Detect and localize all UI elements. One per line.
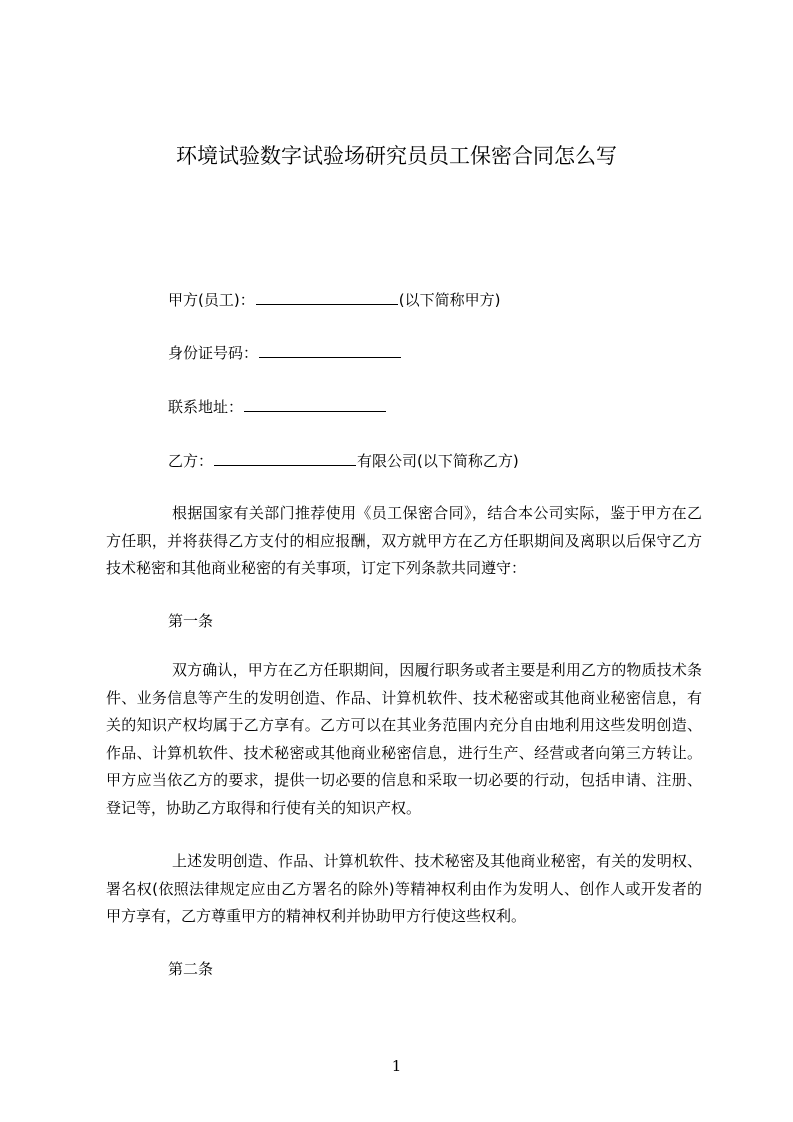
party-b-label: 乙方：: [168, 452, 214, 470]
page-number: 1: [391, 1057, 402, 1075]
party-b-line: [168, 451, 519, 471]
party-b-blank: [214, 451, 356, 466]
article-1-heading: 第一条: [168, 612, 214, 630]
address-label: 联系地址：: [168, 398, 244, 416]
document-title: 环境试验数字试验场研究员员工保密合同怎么写: [176, 144, 617, 168]
article-2-heading: 第二条: [168, 960, 214, 978]
article-1-paragraph-2: 上述发明创造、作品、计算机软件、技术秘密及其他商业秘密，有关的发明权、署名权(依照法律规定应由乙方署名的除外)等精神权利由作为发明人、创作人或开发者的甲方享有，乙方尊重甲方的精神权利并协助甲方行使这些权利。: [106, 852, 702, 925]
address-blank: [244, 397, 386, 412]
party-b-suffix: 有限公司(以下简称乙方): [357, 452, 519, 470]
id-number-line: [168, 343, 402, 363]
article-1-paragraph-1: 双方确认，甲方在乙方任职期间，因履行职务或者主要是利用乙方的物质技术条件、业务信息等产生的发明创造、作品、计算机软件、技术秘密或其他商业秘密信息，有关的知识产权均属于乙方享有。乙方可以在其业务范围内充分自由地利用这些发明创造、作品、计算机软件、技术秘密或其他商业秘密信息，进行生产、经营或者向第三方转让。甲方应当依乙方的要求，提供一切必要的信息和采取一切必要的行动，包括申请、注册、登记等，协助乙方取得和行使有关的知识产权。: [106, 661, 702, 817]
party-a-label: 甲方(员工)：: [168, 291, 255, 309]
id-number-blank: [259, 343, 401, 358]
party-a-line: [168, 290, 500, 310]
id-number-label: 身份证号码：: [168, 344, 259, 362]
party-a-suffix: (以下简称甲方): [398, 291, 501, 309]
address-line: [168, 397, 387, 417]
intro-paragraph: 根据国家有关部门推荐使用《员工保密合同》，结合本公司实际，鉴于甲方在乙方任职，并将获得乙方支付的相应报酬，双方就甲方在乙方任职期间及离职以后保守乙方技术秘密和其他商业秘密的有关事项，订定下列条款共同遵守：: [106, 504, 702, 577]
party-a-blank: [256, 290, 398, 305]
